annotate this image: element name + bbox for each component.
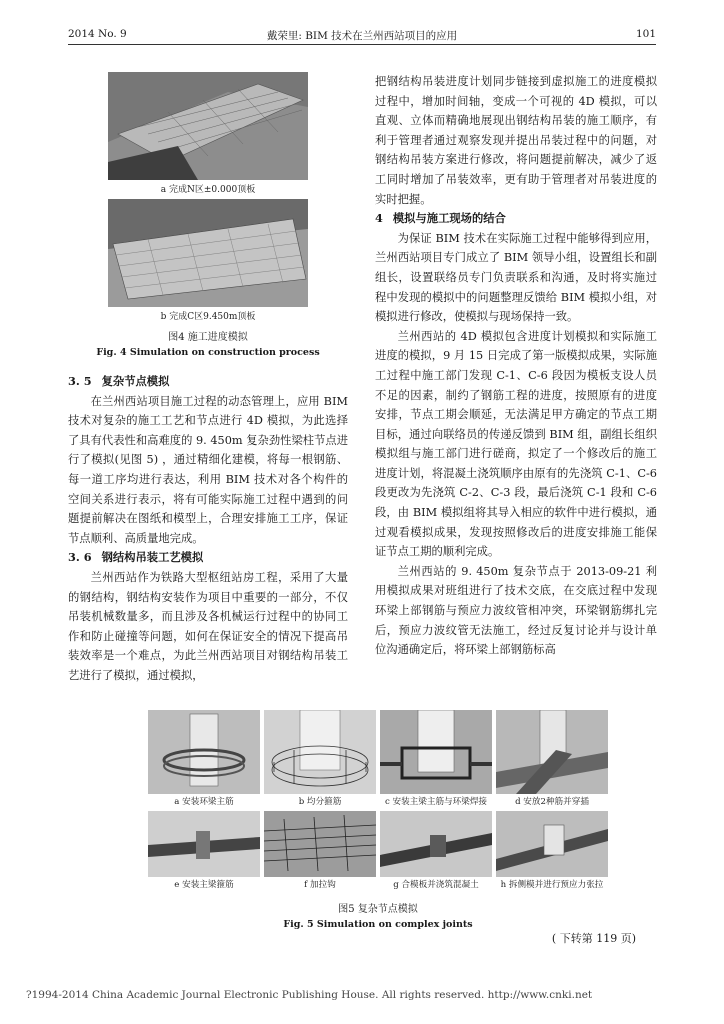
section-title: 复杂节点模拟 xyxy=(101,374,170,388)
figure-5-subcaption: g 合模板并浇筑混凝土 xyxy=(393,880,479,890)
figure-5-subcaption: c 安装主梁主筋与环梁焊接 xyxy=(384,797,488,807)
figure-4-caption-cn: 图4 施工进度模拟 xyxy=(168,332,248,343)
paragraph: 兰州西站作为铁路大型枢纽站房工程，采用了大量的钢结构，钢结构安装作为项目中重要的一部分，不仅吊装机械数量多，而且涉及各机械运行过程中的协同工作和防止碰撞等问题，如何在保证安全的情况下提高吊装效率是一个难点，为此兰州西站项目对钢结构吊装工艺进行了模拟，通过模拟， xyxy=(68,570,348,682)
figure-5-subcaption: e 安装主梁箍筋 xyxy=(174,880,234,890)
figure-5h-image xyxy=(496,811,608,877)
section-3-5-heading xyxy=(68,372,348,392)
paragraph: 为保证 BIM 技术在实际施工过程中能够得到应用，兰州西站项目专门成立了 BIM 领导小组，设置组长和副组长，设置联络员专门负责联系和沟通，及时将实施过程中发现的模拟中的问题整理反馈给 BIM 模拟小组，对模拟进行修改，使模拟与现场保持一致。 xyxy=(375,231,657,324)
figure-5f-image xyxy=(264,811,376,877)
section-number: 3. 5 xyxy=(68,374,92,388)
figure-5b xyxy=(264,710,376,809)
running-header xyxy=(68,24,656,45)
page-number: 101 xyxy=(635,28,656,40)
figure-5a-image xyxy=(148,710,260,794)
running-title: 戴荣里: BIM 技术在兰州西站项目的应用 xyxy=(266,30,458,42)
figure-5g xyxy=(380,811,492,892)
figure-5b-image xyxy=(264,710,376,794)
figure-5c xyxy=(380,710,492,809)
section-4-heading xyxy=(375,209,657,229)
figure-4-caption-en: Fig. 4 Simulation on construction process xyxy=(96,347,320,358)
figure-4a-caption: a 完成N区±0.000顶板 xyxy=(160,185,256,195)
paragraph: 把钢结构吊装进度计划同步链接到虚拟施工的进度模拟过程中，增加时间轴，变成一个可视的 4D 模拟，可以直观、立体而精确地展现出钢结构吊装的施工顺序，有利于管理者通过观察发现并提出吊装过程中的问题，对钢结构吊装方案进行修改，将问题提前解决，减少了返工同时增加了吊装效率，更有助于管理者对吊装进度的实时把握。 xyxy=(375,75,657,206)
figure-5-caption-en: Fig. 5 Simulation on complex joints xyxy=(283,919,473,930)
paragraph: 兰州西站的 9. 450m 复杂节点于 2013-09-21 利用模拟成果对班组进行了技术交底，在交底过程中发现环梁上部钢筋与预应力波纹管相冲突，环梁钢筋绑扎完后，预应力波纹管无法施工，经过反复讨论并与设计单位沟通确定后，将环梁上部钢筋标高 xyxy=(375,564,657,657)
figure-5-subcaption: d 安放2种筋并穿插 xyxy=(515,797,589,807)
figure-5-subcaption: a 安装环梁主筋 xyxy=(174,797,234,807)
figure-5f xyxy=(264,811,376,892)
figure-5g-image xyxy=(380,811,492,877)
paragraph: 在兰州西站项目施工过程的动态管理上，应用 BIM 技术对复杂的施工工艺和节点进行 4D 模拟，为此选择了具有代表性和高难度的 9. 450m 复杂劲性梁柱节点进行了模拟(见图 5) ，通过精细化建模，将每一根钢筋、每一道工序均进行表达，利用 BIM 技术对各个构件的空间关系进行表示，将有可能实际施工过程中遇到的问题提前解决在图纸和模型上，合理安排施工工序，保证节点顺利、高质量地完成。 xyxy=(68,394,348,545)
figure-5e-image xyxy=(148,811,260,877)
figure-5c-image xyxy=(380,710,492,794)
figure-4b-image xyxy=(108,199,308,307)
figure-5h xyxy=(496,811,608,892)
section-title: 钢结构吊装工艺模拟 xyxy=(101,550,204,565)
continued-note: ( 下转第 119 页) xyxy=(551,932,636,945)
figure-4b-caption: b 完成C区9.450m顶板 xyxy=(160,312,256,322)
figure-4 xyxy=(68,72,348,358)
figure-5 xyxy=(148,710,608,930)
paragraph: 兰州西站的 4D 模拟包含进度计划模拟和实际施工进度的模拟，9 月 15 日完成了第一版模拟成果，实际施工过程中施工部门发现 C-1、C-6 段因为模板支设人员不足的因素，制约了钢筋工程的进度，按照原有的进度安排，节点工期会顺延，无法满足甲方确定的节点工期目标，通过向联络员的传递反馈到 BIM 组，副组长组织模拟组与施工部门进行磋商，拟定了一个修改后的施工进度计划，将混凝土浇筑顺序由原有的先浇筑 C-1、C-6 段更改为先浇筑 C-2、C-3 段，最后浇筑 C-1 段和 C-6 段，由 BIM 模拟组将其导入相应的软件中进行模拟，通过观看模拟成果，发现按照修改后的进度安排施工能保证节点工期的顺利完成。 xyxy=(375,329,657,559)
figure-5-caption-cn: 图5 复杂节点模拟 xyxy=(338,904,418,915)
figure-5e xyxy=(148,811,260,892)
figure-5-subcaption: f 加拉钩 xyxy=(304,880,336,890)
figure-5d xyxy=(496,710,608,809)
copyright-footer: ?1994-2014 China Academic Journal Electronic Publishing House. All rights reserved. http://www.cnki.net xyxy=(26,989,593,1001)
section-title: 模拟与施工现场的结合 xyxy=(392,211,506,226)
figure-5-subcaption: b 均分箍筋 xyxy=(298,797,342,807)
right-column xyxy=(375,72,657,660)
section-number: 3. 6 xyxy=(68,550,92,565)
section-3-6-heading xyxy=(68,548,348,568)
figure-4a-image xyxy=(108,72,308,180)
section-number: 4 xyxy=(375,211,383,226)
journal-issue: 2014 No. 9 xyxy=(68,28,127,40)
figure-5-subcaption: h 拆侧模并进行预应力张拉 xyxy=(500,880,604,890)
left-column xyxy=(68,72,348,686)
figure-5d-image xyxy=(496,710,608,794)
figure-5a xyxy=(148,710,260,809)
